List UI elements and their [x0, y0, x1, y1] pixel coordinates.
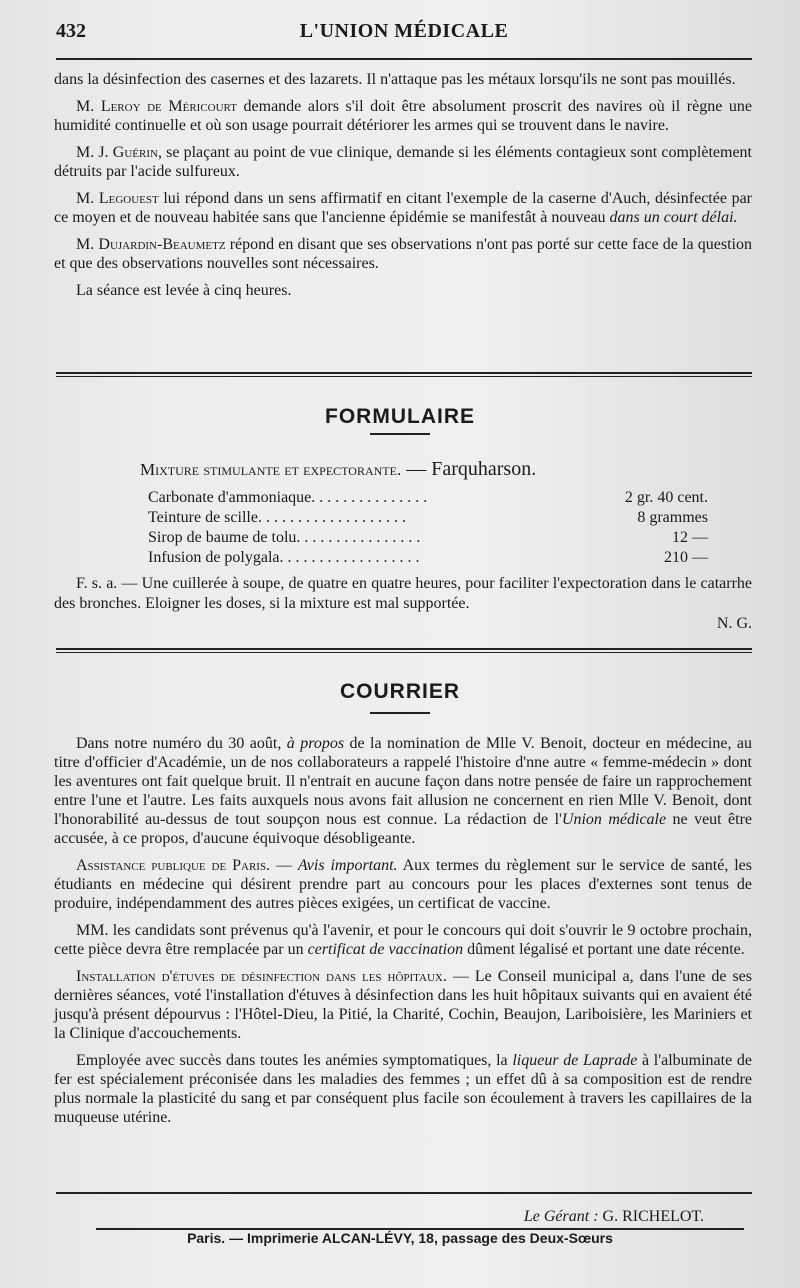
ingredient-list — [148, 488, 708, 568]
recipe-signature: N. G. — [716, 615, 752, 632]
courrier-paragraph: MM. les candidats sont prévenus qu'à l'avenir, et pour le concours qui doit s'ouvrir le 9 octobre prochain, cette pièce devra être remplacée par un certificat de vaccination dûment légalisé et portant une date récente. — [54, 922, 752, 958]
section-rule — [56, 372, 752, 374]
gerant-line: Le Gérant : G. RICHELOT. — [523, 1208, 704, 1225]
recipe-title: Mixture stimulante et expectorante. — Farquharson. — [140, 458, 537, 480]
courrier-heading: COURRIER — [339, 680, 460, 703]
courrier-paragraph: Assistance publique de Paris. — Avis important. Aux termes du règlement sur le service de santé, les étudiants en médecine qui désirent prendre part au concours pour les places d'externes sont tenus de produire, indépendamment des autres pièces exigées, un certificat de vaccine. — [54, 857, 753, 912]
debate-paragraph: M. Legouest lui répond dans un sens affirmatif en citant l'exemple de la caserne d'Auch, désinfectée par ce moyen et de nouveau habitée sans que l'ancienne épidémie se manifestât à nouveau dans un court délai. — [54, 190, 753, 226]
debate-paragraph: La séance est levée à cinq heures. — [76, 282, 292, 299]
formulaire-heading: FORMULAIRE — [325, 405, 475, 428]
ingredient-row: Teinture de scille. . . . . . . . . . . . . . . . . . . 8 grammes — [148, 509, 708, 526]
courrier-paragraph: Installation d'étuves de désinfection dans les hôpitaux. — Le Conseil municipal a, dans l'une de ses dernières séances, voté l'installation d'étuves à désinfection dans les huit hôpitaux suivants qui en avaient été jusqu'à présent dépourvus : l'Hôtel-Dieu, la Pitié, la Charité, Cochin, Beaujon, Lariboisière, les Mariniers et la Clinique d'accouchements. — [54, 968, 753, 1042]
heading-underline — [370, 433, 430, 435]
section-rule — [56, 648, 752, 650]
debate-paragraph: M. Leroy de Méricourt demande alors s'il doit être absolument proscrit des navires où il règne une humidité continuelle et où son usage pourrait détériorer les armes qui se trouvent dans le navire. — [54, 98, 752, 134]
page-header — [56, 20, 752, 50]
imprint-line: Paris. — Imprimerie ALCAN-LÉVY, 18, passage des Deux-Sœurs — [187, 1230, 613, 1246]
ingredient-row: Infusion de polygala. . . . . . . . . . . . . . . . . . 210 — — [148, 549, 708, 566]
header-rule — [56, 58, 752, 60]
debate-section — [54, 70, 752, 308]
section-rule — [56, 652, 752, 653]
page-number: 432 — [56, 20, 86, 42]
footer-rule — [56, 1192, 752, 1194]
courrier-section — [54, 734, 752, 1135]
courrier-paragraph: Employée avec succès dans toutes les anémies symptomatiques, la liqueur de Laprade à l'albuminate de fer est spécialement préconisée dans les maladies des femmes ; un effet dû à sa composition est de rendre plus normale la plasticité du sang et par conséquent plus facile son écoulement à travers les capillaires de la muqueuse utérine. — [54, 1052, 752, 1126]
debate-paragraph: M. J. Guérin, se plaçant au point de vue clinique, demande si les éléments contagieux sont complètement détruits par l'acide sulfureux. — [54, 144, 752, 180]
ingredient-row: Sirop de baume de tolu. . . . . . . . . . . . . . . . 12 — — [148, 529, 708, 546]
ingredient-row: Carbonate d'ammoniaque. . . . . . . . . . . . . . . 2 gr. 40 cent. — [148, 489, 708, 506]
debate-paragraph: M. Dujardin-Beaumetz répond en disant que ses observations n'ont pas porté sur cette face de la question et que des observations nouvelles sont nécessaires. — [54, 236, 752, 272]
debate-paragraph: dans la désinfection des casernes et des lazarets. Il n'attaque pas les métaux lorsqu'ils ne sont pas mouillés. — [54, 71, 736, 88]
section-rule — [56, 376, 752, 377]
journal-title: L'UNION MÉDICALE — [299, 20, 509, 42]
courrier-paragraph: Dans notre numéro du 30 août, à propos de la nomination de Mlle V. Benoit, docteur en médecine, au titre d'officier d'Académie, un de nos collaborateurs a rappelé l'histoire d'nne autre « femme-médecin » dont les aventures ont fait quelque bruit. Il n'entrait en aucune façon dans notre pensée de faire un rapprochement entre l'une et l'autre. Les faits auxquels nous avons fait allusion ne concernent en rien Mlle V. Benoit, dont l'honorabilité au-dessus de tout soupçon nous est connue. La rédaction de l'Union médicale ne veut être accusée, à ce propos, d'aucune équivoque désobligeante. — [54, 735, 753, 847]
heading-underline — [370, 712, 430, 714]
recipe-note: F. s. a. — Une cuillerée à soupe, de quatre en quatre heures, pour faciliter l'expectoration dans le catarrhe des bronches. Eloigner les doses, si la mixture est mal supportée. N. G. — [54, 575, 752, 632]
